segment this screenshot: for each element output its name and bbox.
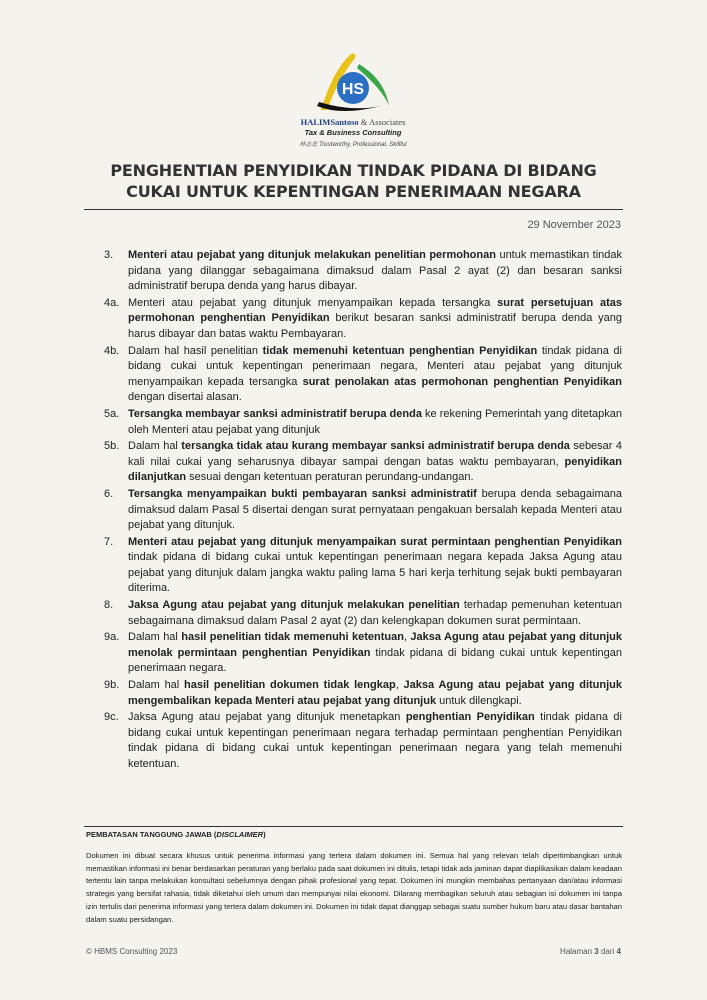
disclaimer-heading [86, 830, 266, 839]
list-item [104, 487, 622, 534]
item-text-bold: Tersangka membayar sanksi administratif berupa denda [128, 407, 422, 420]
item-text-segment: tindak pidana di bidang cukai untuk kepentingan penerimaan negara, Menteri atau pejabat yang ditunjuk menyampaikan kepada tersangka [128, 344, 622, 388]
item-text-segment: Jaksa Agung atau pejabat yang ditunjuk menetapkan [128, 711, 406, 724]
disclaimer-body: Dokumen ini dibuat secara khusus untuk penerima informasi yang tertera dalam dokumen ini. Semua hal yang relevan telah dipertimbangkan untuk memastikan informasi ini benar berdasarkan peraturan yang berlaku pada saat dokumen ini ditulis, tetapi tidak ada jaminan dapat diaplikasikan dalam keadaan tertentu lain tanpa melakukan konsultasi sebelumnya dengan pihak profesional yang tepat. Dokumen ini mungkin membahas pertanyaan dan/atau informasi strategis yang bersifat rahasia, tidak diketahui oleh umum dan mempunyai nilai ekonomi. Dilarang membagikan seluruh atau sebagian isi dokumen ini tanpa izin tertulis dari penerima informasi yang tertera dalam dokumen ini. Dokumen ini tidak dapat dianggap sebagai suatu sumber hukum baru atau dasar bantahan dalam suatu persidangan. [86, 851, 622, 924]
item-number: 5b. [104, 440, 120, 453]
item-text-bold: surat persetujuan atas permohonan penghentian Penyidikan [128, 296, 622, 325]
logo-emblem-icon [311, 50, 395, 116]
disclaimer-divider [84, 826, 623, 827]
document-title: PENGHENTIAN PENYIDIKAN TINDAK PIDANA DI BIDANG CUKAI UNTUK KEPENTINGAN PENERIMAAN NEGARA [110, 161, 597, 201]
brand-subtitle: Tax & Business Consulting [304, 128, 402, 137]
item-text-segment: tindak pidana di bidang cukai untuk kepentingan penerimaan negara. [128, 646, 622, 675]
item-text-bold: Jaksa Agung atau pejabat yang ditunjuk menolak permintaan penghentian Penyidikan [128, 631, 623, 659]
company-logo [283, 50, 423, 150]
document-date: 29 November 2023 [527, 219, 621, 231]
item-text-segment: Dalam hal [128, 440, 182, 453]
item-text-segment: berupa denda sebagaimana dimaksud dalam Pasal 5 disertai dengan surat pernyataan pengakuan bersalah kepada Menteri atau pejabat yang ditunjuk. [128, 487, 622, 532]
item-text-bold: Tersangka menyampaikan bukti pembayaran sanksi administratif [128, 487, 477, 500]
item-number: 9a. [104, 631, 120, 644]
list-item [104, 407, 622, 438]
item-text-bold: surat penolakan atas permohonan penghentian Penyidikan [302, 375, 622, 388]
item-text [128, 535, 622, 597]
item-text-segment: Dalam hal hasil penelitian [128, 344, 263, 357]
item-text-segment: dengan disertai alasan. [128, 391, 242, 404]
list-item [104, 630, 622, 677]
item-text-segment: , [403, 631, 411, 644]
brand-associates: & Associates [360, 117, 406, 127]
page-mid: dari [598, 947, 617, 956]
item-text-bold: tersangka tidak atau kurang membayar sanksi administratif berupa denda [181, 440, 570, 453]
item-text-bold: Jaksa Agung atau pejabat yang ditunjuk melakukan penelitian [128, 599, 460, 612]
footer-copyright: © HBMS Consulting 2023 [86, 947, 178, 956]
item-text-segment: sesuai dengan ketentuan peraturan perundang-undangan. [186, 471, 474, 484]
item-text-segment: terhadap pemenuhan ketentuan sebagaimana dimaksud dalam Pasal 2 ayat (2) dan kelengkapan dokumen surat permintaan. [128, 599, 622, 627]
item-number: 4a. [104, 296, 120, 309]
svg-text:HS: HS [341, 81, 365, 98]
item-text [128, 630, 622, 677]
list-item [104, 439, 622, 486]
item-text-segment: ke rekening Pemerintah yang ditetapkan oleh Menteri atau pejabat yang ditunjuk [128, 407, 622, 436]
list-item [104, 678, 622, 709]
procedure-list [104, 248, 622, 774]
list-item [104, 535, 622, 597]
item-text-bold: hasil penelitian dokumen tidak lengkap [184, 679, 396, 692]
list-item [104, 344, 622, 406]
item-text [128, 344, 622, 406]
brand-tagline: Trustworthy, Professional, Skillful [319, 142, 407, 148]
item-number: 8. [104, 599, 114, 612]
disclaimer-heading-end: ) [263, 830, 266, 839]
disclaimer-heading-italic: DISCLAIMER [216, 830, 264, 839]
item-number: 9c. [104, 711, 119, 724]
item-text-segment: , [395, 679, 404, 692]
list-item [104, 710, 622, 772]
item-number: 9b. [104, 679, 120, 692]
page-current: 3 [594, 947, 599, 956]
list-item [104, 598, 622, 629]
item-text-segment: sebesar 4 kali nilai cukai yang seharusnya dibayar sampai dengan batas waktu pembayaran, [128, 440, 622, 468]
item-number: 7. [104, 535, 114, 548]
title-divider [84, 209, 623, 210]
item-number: 4b. [104, 344, 120, 357]
list-item [104, 248, 622, 295]
brand-santoso: Santoso [330, 117, 359, 127]
item-text-bold: Jaksa Agung atau pejabat yang ditunjuk mengembalikan kepada Menteri atau pejabat yang ditunjuk [128, 679, 622, 707]
item-text [128, 710, 622, 772]
item-text-segment: untuk dilengkapi. [436, 694, 522, 707]
item-text-segment: Dalam hal [128, 679, 185, 692]
item-text-bold: tidak memenuhi ketentuan penghentian Penyidikan [262, 344, 538, 357]
item-text-bold: hasil penelitian tidak memenuhi ketentuan [181, 631, 404, 644]
item-text-segment: untuk memastikan tindak pidana yang dilanggar sebagaimana dimaksud dalam Pasal 2 ayat (2) dan besaran sanksi administratif berupa denda yang harus dibayar. [128, 249, 622, 293]
brand-chinese: 林志忠 [299, 142, 318, 148]
item-text [128, 407, 622, 438]
item-text-bold: penghentian Penyidikan [405, 711, 535, 724]
item-number: 5a. [104, 407, 120, 420]
item-text-segment: Dalam hal [128, 631, 182, 644]
item-number: 3. [104, 249, 114, 261]
item-text-segment: tindak pidana di bidang cukai untuk kepentingan penerimaan negara terhadap permintaan penghentian Penyidikan tindak pidana di bidang cukai untuk kepentingan penerimaan negara yang telah memenuhi ketentuan. [128, 711, 622, 770]
item-text [128, 296, 622, 343]
item-text-bold: Menteri atau pejabat yang ditunjuk menyampaikan surat permintaan penghentian Penyidikan [128, 535, 622, 548]
item-number: 6. [104, 487, 114, 500]
brand-tagline-row [283, 139, 423, 148]
item-text [128, 248, 622, 295]
brand-halim: HALIM [300, 117, 331, 127]
disclaimer-heading-text: PEMBATASAN TANGGUNG JAWAB ( [86, 830, 217, 839]
item-text [128, 439, 622, 486]
item-text [128, 598, 622, 629]
list-item [104, 296, 622, 343]
footer-page-number [560, 947, 621, 956]
item-text-bold: penyidikan dilanjutkan [128, 455, 622, 484]
item-text [128, 678, 622, 709]
item-text-segment: Menteri atau pejabat yang ditunjuk menyampaikan kepada tersangka [128, 296, 498, 309]
page-total: 4 [616, 947, 621, 956]
item-text-segment: berikut besaran sanksi administratif berupa denda yang harus dibayar dan batas waktu Pembayaran. [128, 312, 622, 340]
item-text-segment: tindak pidana di bidang cukai untuk kepentingan penerimaan negara kepada Jaksa Agung atau pejabat yang ditunjuk dalam jangka waktu paling lama 5 hari kerja terhitung sejak bukti pembayaran diterima. [128, 551, 622, 595]
item-text [128, 487, 622, 534]
brand-name [283, 117, 423, 127]
item-text-bold: Menteri atau pejabat yang ditunjuk melakukan penelitian permohonan [128, 249, 496, 261]
page-prefix: Halaman [560, 947, 595, 956]
